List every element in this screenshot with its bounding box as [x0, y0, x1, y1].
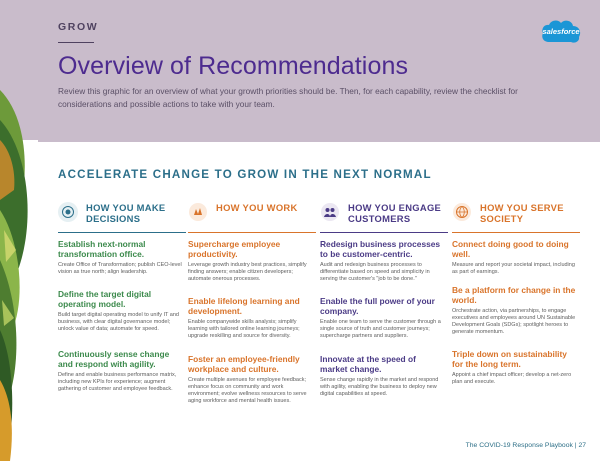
- recommendation-title: Continuously sense change and respond with agility.: [58, 349, 170, 369]
- recommendation-description: Sense change rapidly in the market and respond with agility, enabling the business to deploy new digital capabilities at speed.: [320, 376, 439, 397]
- column-work: [188, 202, 316, 228]
- recommendation-description: Leverage growth industry best practices, simplify finding answers; enable citizen developers; automate onerous processes.: [188, 261, 307, 282]
- recommendation-description: Appoint a chief impact officer; develop a net-zero plan and execute.: [452, 371, 572, 385]
- recommendation-title: Supercharge employee productivity.: [188, 239, 281, 259]
- recommendation-title: Define the target digital operating model.: [58, 289, 152, 309]
- column-decisions: [58, 202, 186, 228]
- page-title: Overview of Recommendations: [58, 52, 409, 80]
- eyebrow-label: GROW: [58, 21, 99, 33]
- recommendation-description: Measure and report your societal impact, including as part of earnings.: [452, 261, 575, 275]
- column-divider: [452, 232, 580, 233]
- column-society: [452, 202, 580, 228]
- column-title: HOW YOU WORK: [216, 202, 298, 213]
- recommendation-title: Establish next-normal transformation office.: [58, 239, 146, 259]
- people-icon: [320, 202, 340, 222]
- column-title: HOW YOU SERVE SOCIETY: [480, 202, 564, 224]
- recommendation-description: Enable one team to serve the customer through a single source of truth and customer journeys; supercharge partners and suppliers.: [320, 318, 441, 339]
- recommendation-item: [188, 355, 312, 405]
- column-divider: [58, 232, 186, 233]
- recommendation-description: Orchestrate action, via partnerships, to engage executives and employees around UN Sustainable Development Goals (SDGs); spotlight heroes to generate momentum.: [452, 307, 576, 335]
- recommendation-item: [320, 240, 444, 283]
- recommendation-item: [188, 297, 312, 340]
- recommendation-item: [320, 355, 444, 398]
- column-divider: [320, 232, 448, 233]
- column-title: HOW YOU MAKE DECISIONS: [86, 202, 166, 224]
- column-divider: [188, 232, 316, 233]
- recommendation-title: Be a platform for change in the world.: [452, 285, 576, 305]
- intro-text: Review this graphic for an overview of what your growth priorities should be. Then, for each capability, review the checklist for considerations and possible actions to take with your team.: [58, 86, 518, 109]
- recommendation-description: Create multiple avenues for employee feedback; enhance focus on community and work environment; evolve wellness resources to serve aging workforce and mental health issues.: [188, 376, 307, 404]
- recommendation-title: Enable lifelong learning and development.: [188, 296, 300, 316]
- recommendation-title: Enable the full power of your company.: [320, 296, 435, 316]
- recommendation-title: Redesign business processes to be customer-centric.: [320, 239, 441, 259]
- footer-separator: |: [574, 442, 579, 449]
- hand-icon: [188, 202, 208, 222]
- column-customers: [320, 202, 448, 228]
- target-icon: [58, 202, 78, 222]
- recommendation-item: [58, 240, 182, 276]
- recommendation-item: [320, 297, 444, 340]
- recommendation-item: [58, 350, 182, 393]
- recommendation-item: [452, 286, 576, 336]
- recommendation-title: Triple down on sustainability for the long term.: [452, 349, 567, 369]
- footer-text: The COVID-19 Response Playbook: [465, 442, 573, 449]
- recommendation-title: Foster an employee-friendly workplace and culture.: [188, 354, 300, 374]
- recommendation-title: Innovate at the speed of market change.: [320, 354, 416, 374]
- recommendation-description: Create Office of Transformation; publish CEO-level vision as true north; align leadership.: [58, 261, 182, 275]
- page-footer: [466, 442, 586, 449]
- page-number: 27: [578, 442, 586, 449]
- recommendation-item: [452, 350, 576, 386]
- foliage-illustration: [0, 0, 38, 461]
- recommendation-description: Audit and redesign business processes to differentiate based on speed and simplicity in serving the customer's "job to be done.": [320, 261, 430, 282]
- salesforce-logo-text: salesforce: [542, 27, 580, 36]
- column-title: HOW YOU ENGAGE CUSTOMERS: [348, 202, 442, 224]
- recommendation-title: Connect doing good to doing well.: [452, 239, 569, 259]
- recommendation-description: Define and enable business performance matrix, including new KPIs for experience; augment gathering of customer and employee feedback.: [58, 371, 177, 392]
- recommendation-item: [452, 240, 576, 276]
- recommendation-item: [188, 240, 312, 283]
- globe-icon: [452, 202, 472, 222]
- eyebrow-divider: [58, 42, 94, 43]
- recommendation-item: [58, 290, 182, 333]
- section-heading: ACCELERATE CHANGE TO GROW IN THE NEXT NORMAL: [58, 168, 432, 181]
- recommendation-description: Enable companywide skills analysis; simplify learning with tailored online learning journeys; upgrade reskilling and source for diversity.: [188, 318, 300, 339]
- recommendation-description: Build target digital operating model to unify IT and business, with clear digital governance model; unlock value of data; automate for speed.: [58, 311, 179, 332]
